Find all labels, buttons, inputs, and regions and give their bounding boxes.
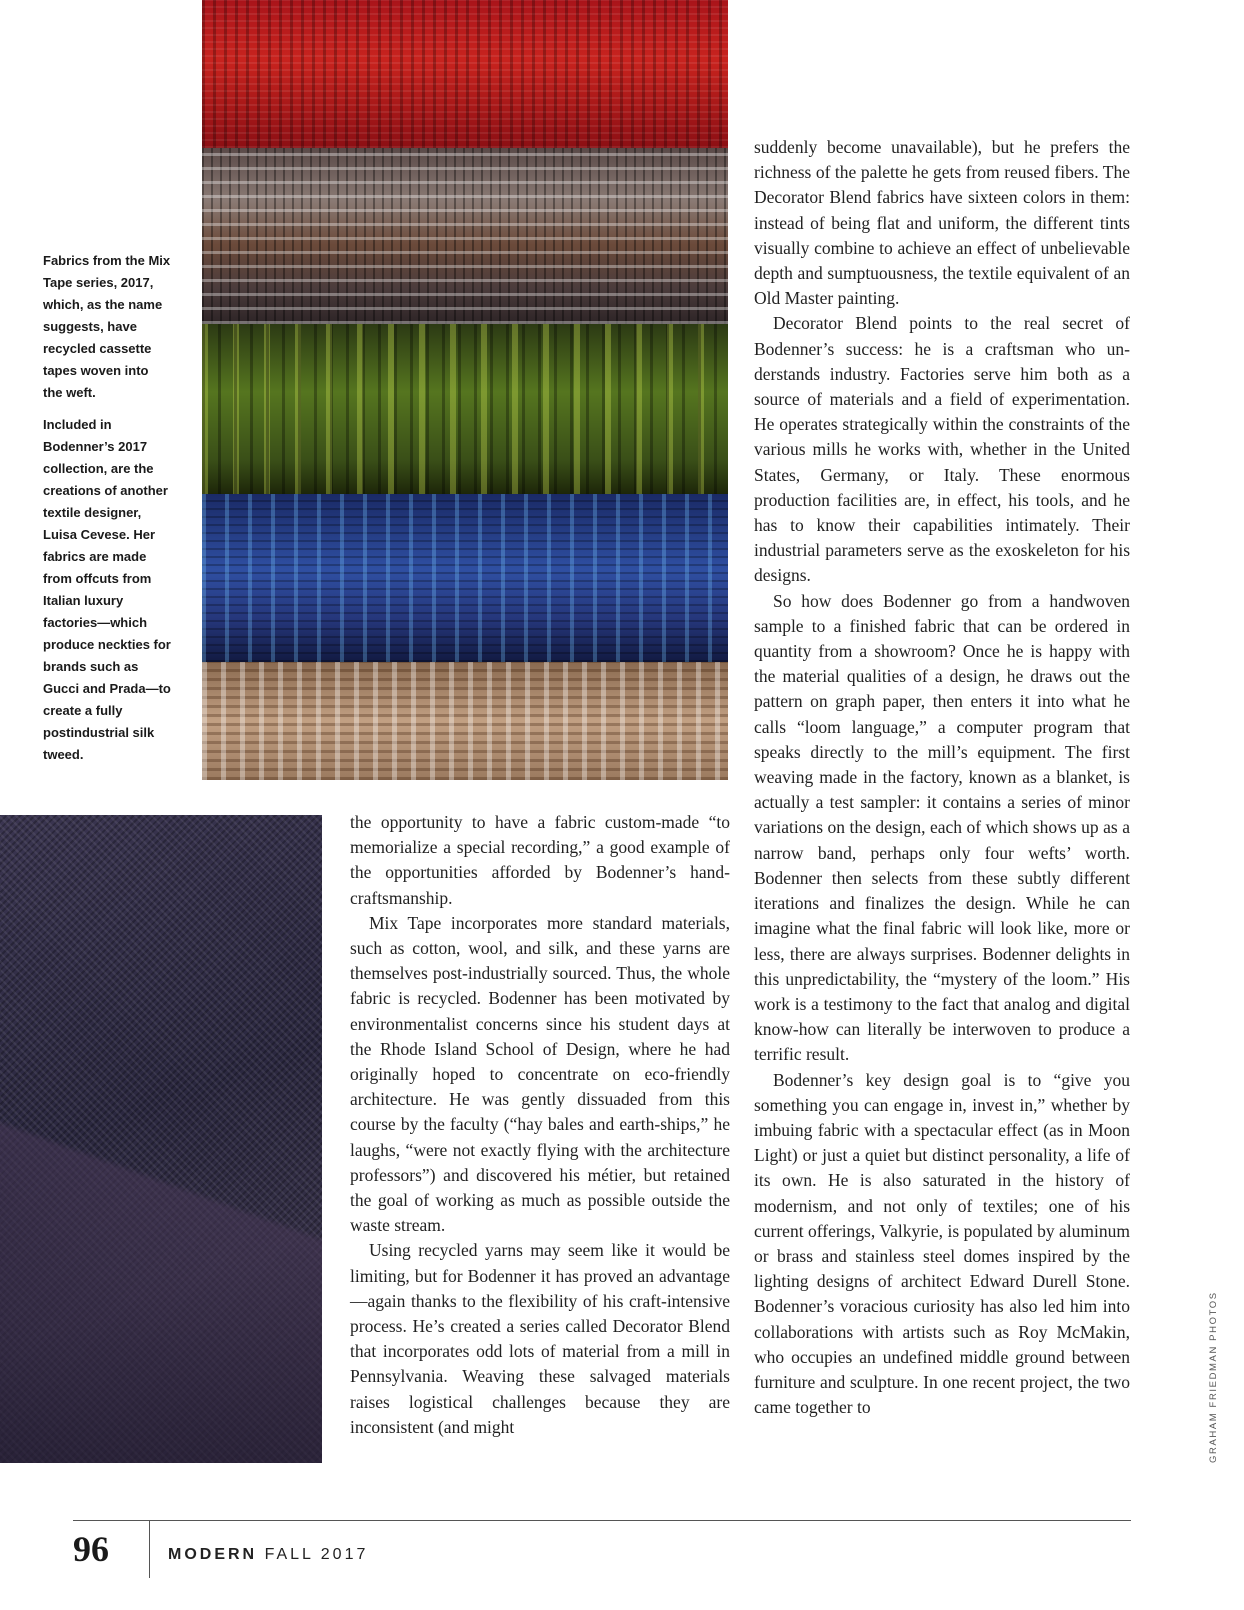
photo-captions	[43, 250, 171, 776]
magazine-name: MODERN	[168, 1546, 258, 1563]
footer-divider	[149, 1520, 150, 1578]
green-fabric-band	[202, 324, 728, 494]
fabric-stack-photo	[202, 0, 728, 780]
gray-striped-fabric-band	[202, 148, 728, 324]
red-fabric-band	[202, 0, 728, 148]
paragraph: Decorator Blend points to the real secret of Bodenner’s success: he is a craftsman who understands industry. Factories serve him both as a source of materials and a field of experimentation. He operates strategically within the constraints of the various mills he works with, whether in the United States, Germany, or Italy. These enormous production facilities are, in effect, his tools, and he has to know their capabilities intimately. Their industrial parameters serve as the exoskeleton for his designs.	[754, 313, 1130, 586]
paragraph: Using recycled yarns may seem like it would be limiting, but for Bodenner it has proved an advantage—again thanks to the flexibility of his craft-intensive process. He’s created a series called Decorator Blend that incorporates odd lots of material from a mill in Pennsylvania. Weaving these salvaged materials raises logistical challenges because they are inconsistent (and might	[350, 1240, 730, 1437]
paragraph: the opportunity to have a fabric custom-made “to memorialize a special recording,” a good example of the opportunities afforded by Bodenner’s hand-craftsmanship.	[350, 812, 730, 908]
issue-label: FALL 2017	[264, 1546, 369, 1563]
paragraph: Mix Tape incorporates more standard materials, such as cotton, wool, and silk, and these yarns are themselves post-industrially sourced. Thus, the whole fabric is recycled. Bodenner has been motivated by environmentalist concerns since his student days at the Rhode Island School of Design, where he had originally hoped to concentrate on eco-friendly architecture. He was gently dissuaded from this course by the faculty (“hay bales and earth-ships,” he laughs, “were not exactly flying with the architecture professors”) and discovered his métier, but retained the goal of working as much as possible outside the waste stream.	[350, 912, 730, 1236]
paragraph: So how does Bodenner go from a handwoven sample to a finished fabric that can be ordered in quantity from a showroom? Once he is happy with the material qualities of a design, he draws out the pattern on graph paper, then enters it into what he calls “loom language,” a computer program that speaks directly to the mill’s equipment. The first weaving made in the factory, known as a blanket, is actually a test sampler: it contains a series of minor variations on the design, each of which shows up as a narrow band, perhaps only four wefts’ worth. Bodenner then selects from these subtly different iterations and finalizes the design. While he can imagine what the final fabric will look like, more or less, there are always surprises. Bodenner delights in this unpredictability, the “mystery of the loom.” His work is a testimony to the fact that analog and digital know-how can literally be interwoven to produce a terrific result.	[754, 590, 1130, 1065]
caption-cevese: Included in Bodenner’s 2017 collection, are the creations of another textile designer, Luisa Cevese. Her fabrics are made from offcuts from Italian luxury factories—which produce neckties for brands such as Gucci and Prada—to create a fully postindustrial silk tweed.	[43, 417, 171, 762]
magazine-folio	[168, 1546, 368, 1564]
photo-credit: GRAHAM FRIEDMAN PHOTOS	[1208, 1291, 1219, 1463]
caption-mix-tape: Fabrics from the Mix Tape series, 2017, which, as the name suggests, have recycled cassette tapes woven into the weft.	[43, 253, 171, 400]
page-number: 96	[73, 1529, 109, 1569]
silk-tweed-photo	[0, 815, 322, 1463]
paragraph: Bodenner’s key design goal is to “give you something you can engage in, invest in,” whether by imbuing fabric with a spectacular effect (as in Moon Light) or just a quiet but distinct personality, a life of its own. He is also saturated in the history of modernism, and not only of textiles; one of his current offerings, Valkyrie, is populated by aluminum or brass and stainless steel domes inspired by the lighting designs of architect Edward Durell Stone. Bodenner’s voracious curiosity has also led him into collaborations with artists such as Roy McMakin, who occupies an undefined middle ground between furniture and sculpture. In one recent project, the two came together to	[754, 1069, 1130, 1418]
footer-rule	[73, 1520, 1131, 1521]
tweed-fold-shading	[0, 815, 322, 1463]
article-column-right	[754, 135, 1130, 1420]
tan-fabric-band	[202, 662, 728, 780]
article-column-middle	[350, 810, 730, 1440]
blue-fabric-band	[202, 494, 728, 662]
paragraph: suddenly become unavailable), but he prefers the richness of the palette he gets from reused fibers. The Decorator Blend fabrics have sixteen colors in them: instead of being flat and uniform, the different tints visually combine to achieve an effect of unbelievable depth and sumptuousness, the textile equivalent of an Old Master painting.	[754, 137, 1130, 309]
